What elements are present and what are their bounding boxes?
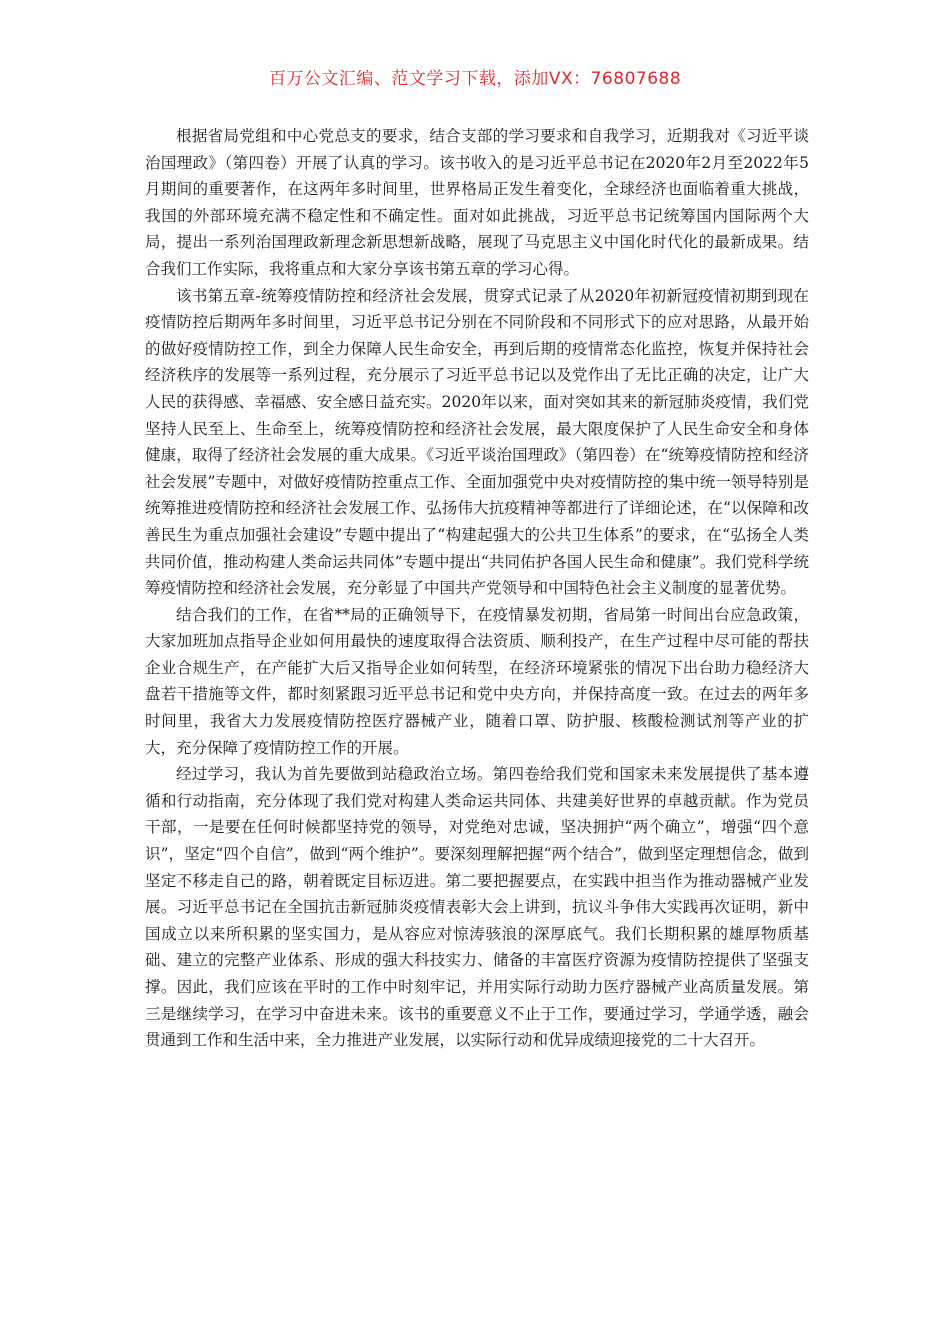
paragraph-intro: 根据省局党组和中心党总支的要求，结合支部的学习要求和自我学习，近期我对《习近平谈治国理政》（第四卷）开展了认真的学习。该书收入的是习近平总书记在2020年2月至2022年5月期间的重要著作，在这两年多时间里，世界格局正发生着变化，全球经济也面临着重大挑战，我国的外部环境充满不稳定性和不确定性。面对如此挑战，习近平总书记统筹国内国际两个大局，提出一系列治国理政新理念新思想新战略，展现了马克思主义中国化时代化的最新成果。结合我们工作实际，我将重点和大家分享该书第五章的学习心得。 [145, 127, 809, 278]
watermark-header: 百万公文汇编、范文学习下载，添加VX：76807688 [268, 69, 682, 89]
paragraph-conclusion: 经过学习，我认为首先要做到站稳政治立场。第四卷给我们党和国家未来发展提供了基本遵循和行动指南，充分体现了我们党对构建人类命运共同体、共建美好世界的卓越贡献。作为党员干部，一是要在任何时候都坚持党的领导，对党绝对忠诚，坚决拥护“两个确立”，增强“四个意识”，坚定“四个自信”，做到“两个维护”。要深刻理解把握“两个结合”，做到坚定理想信念，做到坚定不移走自己的路，朝着既定目标迈进。第二要把握要点，在实践中担当作为推动器械产业发展。习近平总书记在全国抗击新冠肺炎疫情表彰大会上讲到，抗议斗争伟大实践再次证明，新中国成立以来所积累的坚实国力，是从容应对惊涛骇浪的深厚底气。我们长期积累的雄厚物质基础、建立的完整产业体系、形成的强大科技实力、储备的丰富医疗资源为疫情防控提供了坚强支撑。因此，我们应该在平时的工作中时刻牢记，并用实际行动助力医疗器械产业高质量发展。第三是继续学习，在学习中奋进未来。该书的重要意义不止于工作，要通过学习，学通学透，融会贯通到工作和生活中来，全力推进产业发展，以实际行动和优异成绩迎接党的二十大召开。 [145, 765, 809, 1050]
paragraph-work-practice: 结合我们的工作，在省**局的正确领导下，在疫情暴发初期，省局第一时间出台应急政策，大家加班加点指导企业如何用最快的速度取得合法资质、顺利投产，在生产过程中尽可能的帮扶企业合规生产，在产能扩大后又指导企业如何转型，在经济环境紧张的情况下出台助力稳经济大盘若干措施等文件，都时刻紧跟习近平总书记和党中央方向，并保持高度一致。在过去的两年多时间里，我省大力发展疫情防控医疗器械产业，随着口罩、防护服、核酸检测试剂等产业的扩大，充分保障了疫情防控工作的开展。 [145, 605, 809, 757]
document-body [145, 123, 809, 1054]
paragraph-chapter-five: 该书第五章-统筹疫情防控和经济社会发展，贯穿式记录了从2020年初新冠疫情初期到现在疫情防控后期两年多时间里，习近平总书记分别在不同阶段和不同形式下的应对思路，从最开始的做好疫情防控工作，到全力保障人民生命安全，再到后期的疫情常态化监控，恢复并保持社会经济秩序的发展等一系列过程，充分展示了习近平总书记以及党作出了无比正确的决定，让广大人民的获得感、幸福感、安全感日益充实。2020年以来，面对突如其来的新冠肺炎疫情，我们党坚持人民至上、生命至上，统筹疫情防控和经济社会发展，最大限度保护了人民生命安全和身体健康，取得了经济社会发展的重大成果。《习近平谈治国理政》（第四卷）在“统筹疫情防控和经济社会发展”专题中，对做好疫情防控重点工作、全面加强党中央对疫情防控的集中统一领导特别是统筹推进疫情防控和经济社会发展工作、弘扬伟大抗疫精神等都进行了详细论述，在“以保障和改善民生为重点加强社会建设”专题中提出了“构建起强大的公共卫生体系”的要求，在“弘扬全人类共同价值，推动构建人类命运共同体”专题中提出“共同佑护各国人民生命和健康”。我们党科学统筹疫情防控和经济社会发展，充分彰显了中国共产党领导和中国特色社会主义制度的显著优势。 [145, 286, 809, 598]
